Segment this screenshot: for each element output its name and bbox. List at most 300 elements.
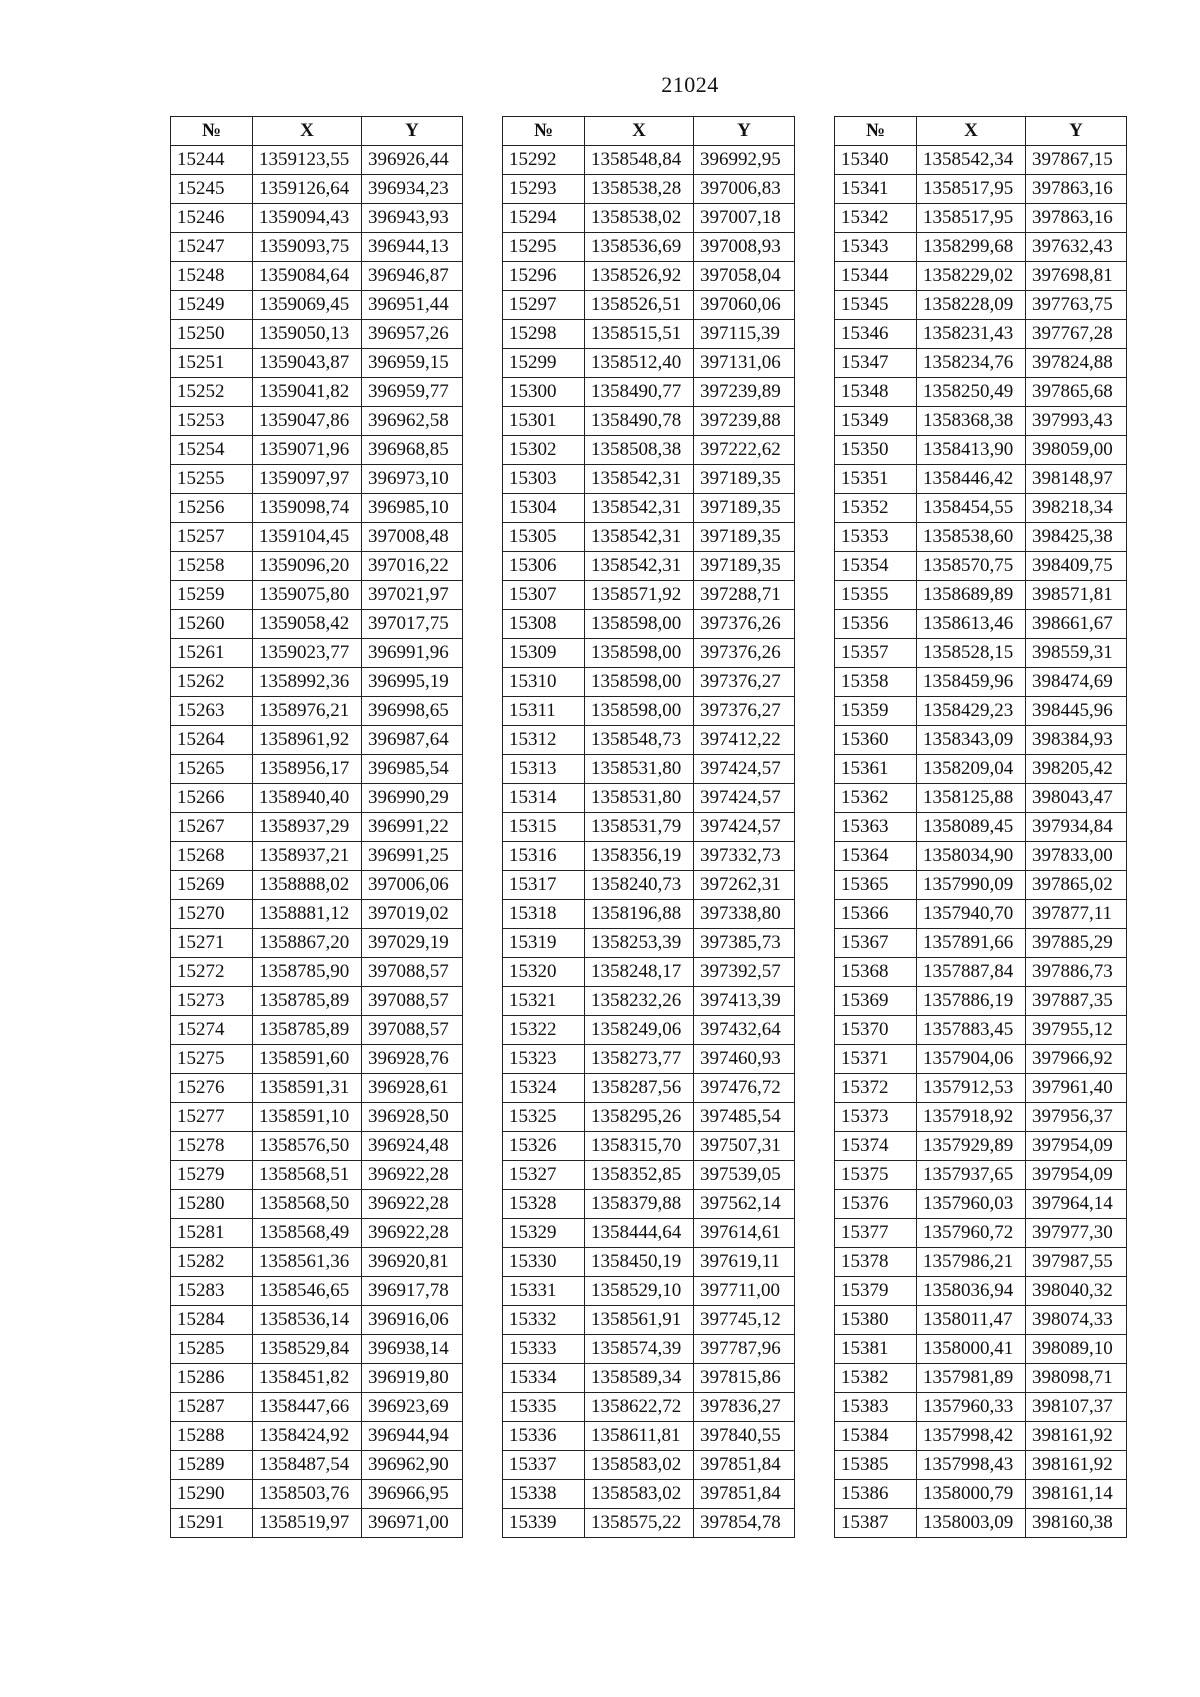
- cell-y: 396924,48: [362, 1132, 463, 1161]
- table-row: [503, 929, 795, 958]
- cell-x: 1359058,42: [253, 610, 362, 639]
- cell-number: 15265: [171, 755, 253, 784]
- cell-y: 397021,97: [362, 581, 463, 610]
- cell-x: 1358273,77: [585, 1045, 694, 1074]
- cell-x: 1357960,03: [917, 1190, 1026, 1219]
- cell-y: 396962,90: [362, 1451, 463, 1480]
- table-row: [503, 958, 795, 987]
- cell-number: 15350: [835, 436, 917, 465]
- cell-y: 398218,34: [1026, 494, 1127, 523]
- table-row: [171, 871, 463, 900]
- table-row: [171, 842, 463, 871]
- table-row: [171, 349, 463, 378]
- cell-number: 15325: [503, 1103, 585, 1132]
- cell-number: 15307: [503, 581, 585, 610]
- cell-x: 1358253,39: [585, 929, 694, 958]
- cell-x: 1358368,38: [917, 407, 1026, 436]
- table-row: [835, 291, 1127, 320]
- cell-y: 397867,15: [1026, 146, 1127, 175]
- cell-number: 15331: [503, 1277, 585, 1306]
- cell-y: 397288,71: [694, 581, 795, 610]
- table-row: [171, 262, 463, 291]
- cell-x: 1358413,90: [917, 436, 1026, 465]
- cell-x: 1359096,20: [253, 552, 362, 581]
- table-row: [835, 1016, 1127, 1045]
- cell-number: 15316: [503, 842, 585, 871]
- cell-number: 15383: [835, 1393, 917, 1422]
- cell-y: 397964,14: [1026, 1190, 1127, 1219]
- cell-number: 15364: [835, 842, 917, 871]
- cell-y: 397851,84: [694, 1451, 795, 1480]
- table-row: [171, 726, 463, 755]
- cell-x: 1358356,19: [585, 842, 694, 871]
- cell-y: 397332,73: [694, 842, 795, 871]
- cell-x: 1358576,50: [253, 1132, 362, 1161]
- table-row: [503, 900, 795, 929]
- cell-number: 15336: [503, 1422, 585, 1451]
- cell-y: 397885,29: [1026, 929, 1127, 958]
- table-row: [503, 175, 795, 204]
- page-number: 21024: [661, 72, 719, 97]
- cell-number: 15328: [503, 1190, 585, 1219]
- cell-x: 1358196,88: [585, 900, 694, 929]
- table-row: [503, 726, 795, 755]
- cell-x: 1358228,09: [917, 291, 1026, 320]
- cell-number: 15272: [171, 958, 253, 987]
- cell-x: 1358867,20: [253, 929, 362, 958]
- table-row: [503, 668, 795, 697]
- coordinates-table-2: [502, 116, 795, 1538]
- table-row: [503, 1103, 795, 1132]
- table-row: [835, 407, 1127, 436]
- cell-number: 15324: [503, 1074, 585, 1103]
- cell-x: 1358956,17: [253, 755, 362, 784]
- coordinates-table-1: [170, 116, 463, 1538]
- cell-y: 396971,00: [362, 1509, 463, 1538]
- cell-x: 1358583,02: [585, 1451, 694, 1480]
- table-row: [503, 320, 795, 349]
- table-row: [835, 581, 1127, 610]
- cell-number: 15378: [835, 1248, 917, 1277]
- cell-number: 15270: [171, 900, 253, 929]
- table-row: [835, 1393, 1127, 1422]
- cell-y: 396957,26: [362, 320, 463, 349]
- cell-number: 15295: [503, 233, 585, 262]
- cell-number: 15315: [503, 813, 585, 842]
- cell-x: 1358526,92: [585, 262, 694, 291]
- table-row: [503, 639, 795, 668]
- cell-x: 1358622,72: [585, 1393, 694, 1422]
- cell-y: 397412,22: [694, 726, 795, 755]
- cell-number: 15363: [835, 813, 917, 842]
- table-row: [171, 552, 463, 581]
- cell-x: 1358785,89: [253, 987, 362, 1016]
- table-row: [171, 1277, 463, 1306]
- table-row: [171, 1364, 463, 1393]
- cell-y: 397189,35: [694, 494, 795, 523]
- table-row: [171, 1451, 463, 1480]
- cell-y: 396926,44: [362, 146, 463, 175]
- cell-y: 397977,30: [1026, 1219, 1127, 1248]
- cell-y: 398661,67: [1026, 610, 1127, 639]
- cell-number: 15304: [503, 494, 585, 523]
- cell-x: 1358574,39: [585, 1335, 694, 1364]
- table-row: [835, 233, 1127, 262]
- cell-y: 397007,18: [694, 204, 795, 233]
- cell-number: 15326: [503, 1132, 585, 1161]
- cell-number: 15351: [835, 465, 917, 494]
- cell-number: 15276: [171, 1074, 253, 1103]
- column-header-number: №: [835, 117, 917, 146]
- cell-x: 1358229,02: [917, 262, 1026, 291]
- cell-y: 398059,00: [1026, 436, 1127, 465]
- table-row: [835, 929, 1127, 958]
- cell-y: 397485,54: [694, 1103, 795, 1132]
- table-row: [171, 958, 463, 987]
- table-row: [503, 1074, 795, 1103]
- table-row: [171, 1480, 463, 1509]
- cell-y: 396922,28: [362, 1219, 463, 1248]
- table-row: [503, 1277, 795, 1306]
- cell-number: 15384: [835, 1422, 917, 1451]
- table-row: [171, 1335, 463, 1364]
- cell-y: 396959,77: [362, 378, 463, 407]
- table-row: [835, 494, 1127, 523]
- cell-y: 397993,43: [1026, 407, 1127, 436]
- table-row: [835, 1190, 1127, 1219]
- cell-y: 396946,87: [362, 262, 463, 291]
- cell-y: 396917,78: [362, 1277, 463, 1306]
- table-row: [835, 668, 1127, 697]
- cell-y: 397966,92: [1026, 1045, 1127, 1074]
- cell-x: 1357990,09: [917, 871, 1026, 900]
- cell-number: 15283: [171, 1277, 253, 1306]
- table-row: [503, 262, 795, 291]
- cell-y: 397476,72: [694, 1074, 795, 1103]
- cell-y: 397392,57: [694, 958, 795, 987]
- table-row: [503, 610, 795, 639]
- cell-y: 397017,75: [362, 610, 463, 639]
- cell-number: 15246: [171, 204, 253, 233]
- cell-y: 396943,93: [362, 204, 463, 233]
- cell-number: 15280: [171, 1190, 253, 1219]
- cell-number: 15345: [835, 291, 917, 320]
- cell-y: 398571,81: [1026, 581, 1127, 610]
- cell-x: 1357998,42: [917, 1422, 1026, 1451]
- cell-x: 1358526,51: [585, 291, 694, 320]
- table-row: [835, 755, 1127, 784]
- cell-number: 15346: [835, 320, 917, 349]
- cell-number: 15357: [835, 639, 917, 668]
- cell-x: 1359094,43: [253, 204, 362, 233]
- cell-number: 15245: [171, 175, 253, 204]
- cell-number: 15381: [835, 1335, 917, 1364]
- cell-y: 397539,05: [694, 1161, 795, 1190]
- cell-x: 1357912,53: [917, 1074, 1026, 1103]
- cell-y: 398205,42: [1026, 755, 1127, 784]
- cell-x: 1358315,70: [585, 1132, 694, 1161]
- cell-y: 396962,58: [362, 407, 463, 436]
- table-row: [171, 378, 463, 407]
- cell-x: 1358561,36: [253, 1248, 362, 1277]
- table-header-row: [835, 117, 1127, 146]
- cell-x: 1358517,95: [917, 175, 1026, 204]
- cell-number: 15352: [835, 494, 917, 523]
- column-header-y: Y: [362, 117, 463, 146]
- cell-number: 15358: [835, 668, 917, 697]
- cell-number: 15311: [503, 697, 585, 726]
- table-row: [835, 813, 1127, 842]
- cell-number: 15273: [171, 987, 253, 1016]
- cell-x: 1358546,65: [253, 1277, 362, 1306]
- cell-number: 15285: [171, 1335, 253, 1364]
- cell-y: 398409,75: [1026, 552, 1127, 581]
- cell-number: 15343: [835, 233, 917, 262]
- cell-number: 15356: [835, 610, 917, 639]
- cell-x: 1358542,31: [585, 465, 694, 494]
- cell-y: 396944,94: [362, 1422, 463, 1451]
- cell-x: 1358940,40: [253, 784, 362, 813]
- cell-y: 397863,16: [1026, 175, 1127, 204]
- cell-number: 15360: [835, 726, 917, 755]
- table-row: [503, 494, 795, 523]
- cell-y: 397767,28: [1026, 320, 1127, 349]
- cell-y: 396973,10: [362, 465, 463, 494]
- cell-y: 398384,93: [1026, 726, 1127, 755]
- cell-y: 396944,13: [362, 233, 463, 262]
- cell-x: 1358568,51: [253, 1161, 362, 1190]
- table-row: [835, 1074, 1127, 1103]
- cell-x: 1358444,64: [585, 1219, 694, 1248]
- cell-x: 1359075,80: [253, 581, 362, 610]
- cell-x: 1358598,00: [585, 639, 694, 668]
- cell-x: 1358531,79: [585, 813, 694, 842]
- table-row: [503, 1190, 795, 1219]
- cell-y: 398425,38: [1026, 523, 1127, 552]
- cell-number: 15258: [171, 552, 253, 581]
- cell-x: 1358517,95: [917, 204, 1026, 233]
- cell-number: 15262: [171, 668, 253, 697]
- cell-number: 15274: [171, 1016, 253, 1045]
- cell-number: 15247: [171, 233, 253, 262]
- cell-y: 398107,37: [1026, 1393, 1127, 1422]
- cell-number: 15385: [835, 1451, 917, 1480]
- cell-number: 15264: [171, 726, 253, 755]
- cell-y: 398148,97: [1026, 465, 1127, 494]
- cell-y: 396928,76: [362, 1045, 463, 1074]
- cell-x: 1358003,09: [917, 1509, 1026, 1538]
- cell-number: 15269: [171, 871, 253, 900]
- cell-x: 1357981,89: [917, 1364, 1026, 1393]
- cell-number: 15312: [503, 726, 585, 755]
- cell-y: 397851,84: [694, 1480, 795, 1509]
- cell-x: 1359126,64: [253, 175, 362, 204]
- cell-y: 396966,95: [362, 1480, 463, 1509]
- cell-x: 1358538,60: [917, 523, 1026, 552]
- table-row: [171, 146, 463, 175]
- cell-number: 15322: [503, 1016, 585, 1045]
- cell-number: 15372: [835, 1074, 917, 1103]
- cell-number: 15267: [171, 813, 253, 842]
- cell-number: 15282: [171, 1248, 253, 1277]
- cell-x: 1358352,85: [585, 1161, 694, 1190]
- cell-number: 15368: [835, 958, 917, 987]
- table-row: [171, 494, 463, 523]
- cell-number: 15321: [503, 987, 585, 1016]
- cell-x: 1359097,97: [253, 465, 362, 494]
- table-row: [835, 1277, 1127, 1306]
- table-row: [835, 1132, 1127, 1161]
- cell-y: 396923,69: [362, 1393, 463, 1422]
- table-row: [503, 1161, 795, 1190]
- cell-y: 397460,93: [694, 1045, 795, 1074]
- table-row: [503, 871, 795, 900]
- cell-y: 396995,19: [362, 668, 463, 697]
- table-row: [503, 1132, 795, 1161]
- table-row: [171, 813, 463, 842]
- cell-y: 396920,81: [362, 1248, 463, 1277]
- cell-x: 1358538,02: [585, 204, 694, 233]
- cell-y: 398445,96: [1026, 697, 1127, 726]
- cell-x: 1357883,45: [917, 1016, 1026, 1045]
- table-row: [835, 320, 1127, 349]
- cell-x: 1359043,87: [253, 349, 362, 378]
- cell-x: 1358561,91: [585, 1306, 694, 1335]
- cell-x: 1358611,81: [585, 1422, 694, 1451]
- cell-x: 1357918,92: [917, 1103, 1026, 1132]
- table-row: [503, 581, 795, 610]
- cell-y: 396991,22: [362, 813, 463, 842]
- cell-y: 397115,39: [694, 320, 795, 349]
- cell-number: 15244: [171, 146, 253, 175]
- cell-y: 396968,85: [362, 436, 463, 465]
- table-row: [503, 1364, 795, 1393]
- cell-number: 15323: [503, 1045, 585, 1074]
- table-row: [503, 1248, 795, 1277]
- table-row: [503, 987, 795, 1016]
- cell-y: 398161,92: [1026, 1422, 1127, 1451]
- cell-x: 1357960,33: [917, 1393, 1026, 1422]
- cell-number: 15260: [171, 610, 253, 639]
- cell-number: 15284: [171, 1306, 253, 1335]
- table-row: [503, 1509, 795, 1538]
- cell-y: 397376,26: [694, 610, 795, 639]
- table-row: [171, 1219, 463, 1248]
- cell-number: 15253: [171, 407, 253, 436]
- cell-x: 1358575,22: [585, 1509, 694, 1538]
- table-row: [503, 233, 795, 262]
- cell-number: 15354: [835, 552, 917, 581]
- cell-number: 15386: [835, 1480, 917, 1509]
- cell-x: 1358343,09: [917, 726, 1026, 755]
- table-row: [835, 900, 1127, 929]
- table-row: [171, 697, 463, 726]
- cell-y: 396922,28: [362, 1161, 463, 1190]
- cell-y: 398043,47: [1026, 784, 1127, 813]
- cell-y: 396985,10: [362, 494, 463, 523]
- table-row: [503, 146, 795, 175]
- table-row: [835, 610, 1127, 639]
- table-row: [171, 436, 463, 465]
- cell-number: 15301: [503, 407, 585, 436]
- cell-number: 15376: [835, 1190, 917, 1219]
- table-row: [171, 1103, 463, 1132]
- cell-number: 15344: [835, 262, 917, 291]
- cell-x: 1358689,89: [917, 581, 1026, 610]
- cell-number: 15252: [171, 378, 253, 407]
- cell-y: 397060,06: [694, 291, 795, 320]
- table-row: [835, 436, 1127, 465]
- cell-y: 397824,88: [1026, 349, 1127, 378]
- cell-x: 1358598,00: [585, 610, 694, 639]
- cell-x: 1358598,00: [585, 668, 694, 697]
- cell-x: 1358231,43: [917, 320, 1026, 349]
- cell-number: 15375: [835, 1161, 917, 1190]
- cell-x: 1357998,43: [917, 1451, 1026, 1480]
- table-row: [835, 1161, 1127, 1190]
- cell-x: 1358487,54: [253, 1451, 362, 1480]
- cell-y: 397865,02: [1026, 871, 1127, 900]
- cell-number: 15257: [171, 523, 253, 552]
- table-row: [171, 1393, 463, 1422]
- cell-number: 15370: [835, 1016, 917, 1045]
- table-row: [835, 1451, 1127, 1480]
- cell-y: 397854,78: [694, 1509, 795, 1538]
- cell-number: 15353: [835, 523, 917, 552]
- cell-number: 15275: [171, 1045, 253, 1074]
- table-row: [171, 987, 463, 1016]
- table-row: [503, 1306, 795, 1335]
- table-row: [171, 175, 463, 204]
- cell-x: 1359084,64: [253, 262, 362, 291]
- cell-x: 1358379,88: [585, 1190, 694, 1219]
- cell-number: 15333: [503, 1335, 585, 1364]
- cell-number: 15306: [503, 552, 585, 581]
- cell-x: 1358011,47: [917, 1306, 1026, 1335]
- cell-number: 15290: [171, 1480, 253, 1509]
- cell-x: 1357891,66: [917, 929, 1026, 958]
- cell-number: 15279: [171, 1161, 253, 1190]
- cell-y: 397961,40: [1026, 1074, 1127, 1103]
- cell-y: 396951,44: [362, 291, 463, 320]
- cell-x: 1358531,80: [585, 755, 694, 784]
- cell-y: 396928,61: [362, 1074, 463, 1103]
- cell-y: 397840,55: [694, 1422, 795, 1451]
- cell-y: 396990,29: [362, 784, 463, 813]
- cell-number: 15365: [835, 871, 917, 900]
- cell-y: 398160,38: [1026, 1509, 1127, 1538]
- cell-y: 397836,27: [694, 1393, 795, 1422]
- cell-x: 1358937,29: [253, 813, 362, 842]
- cell-y: 396992,95: [694, 146, 795, 175]
- cell-number: 15305: [503, 523, 585, 552]
- table-row: [835, 697, 1127, 726]
- table-row: [171, 233, 463, 262]
- table-row: [835, 726, 1127, 755]
- table-row: [171, 900, 463, 929]
- cell-number: 15271: [171, 929, 253, 958]
- column-header-x: X: [917, 117, 1026, 146]
- table-row: [503, 1045, 795, 1074]
- cell-x: 1358515,51: [585, 320, 694, 349]
- table-row: [171, 407, 463, 436]
- table-row: [171, 929, 463, 958]
- cell-y: 396922,28: [362, 1190, 463, 1219]
- cell-y: 396998,65: [362, 697, 463, 726]
- table-header-row: [503, 117, 795, 146]
- cell-number: 15298: [503, 320, 585, 349]
- cell-y: 397088,57: [362, 1016, 463, 1045]
